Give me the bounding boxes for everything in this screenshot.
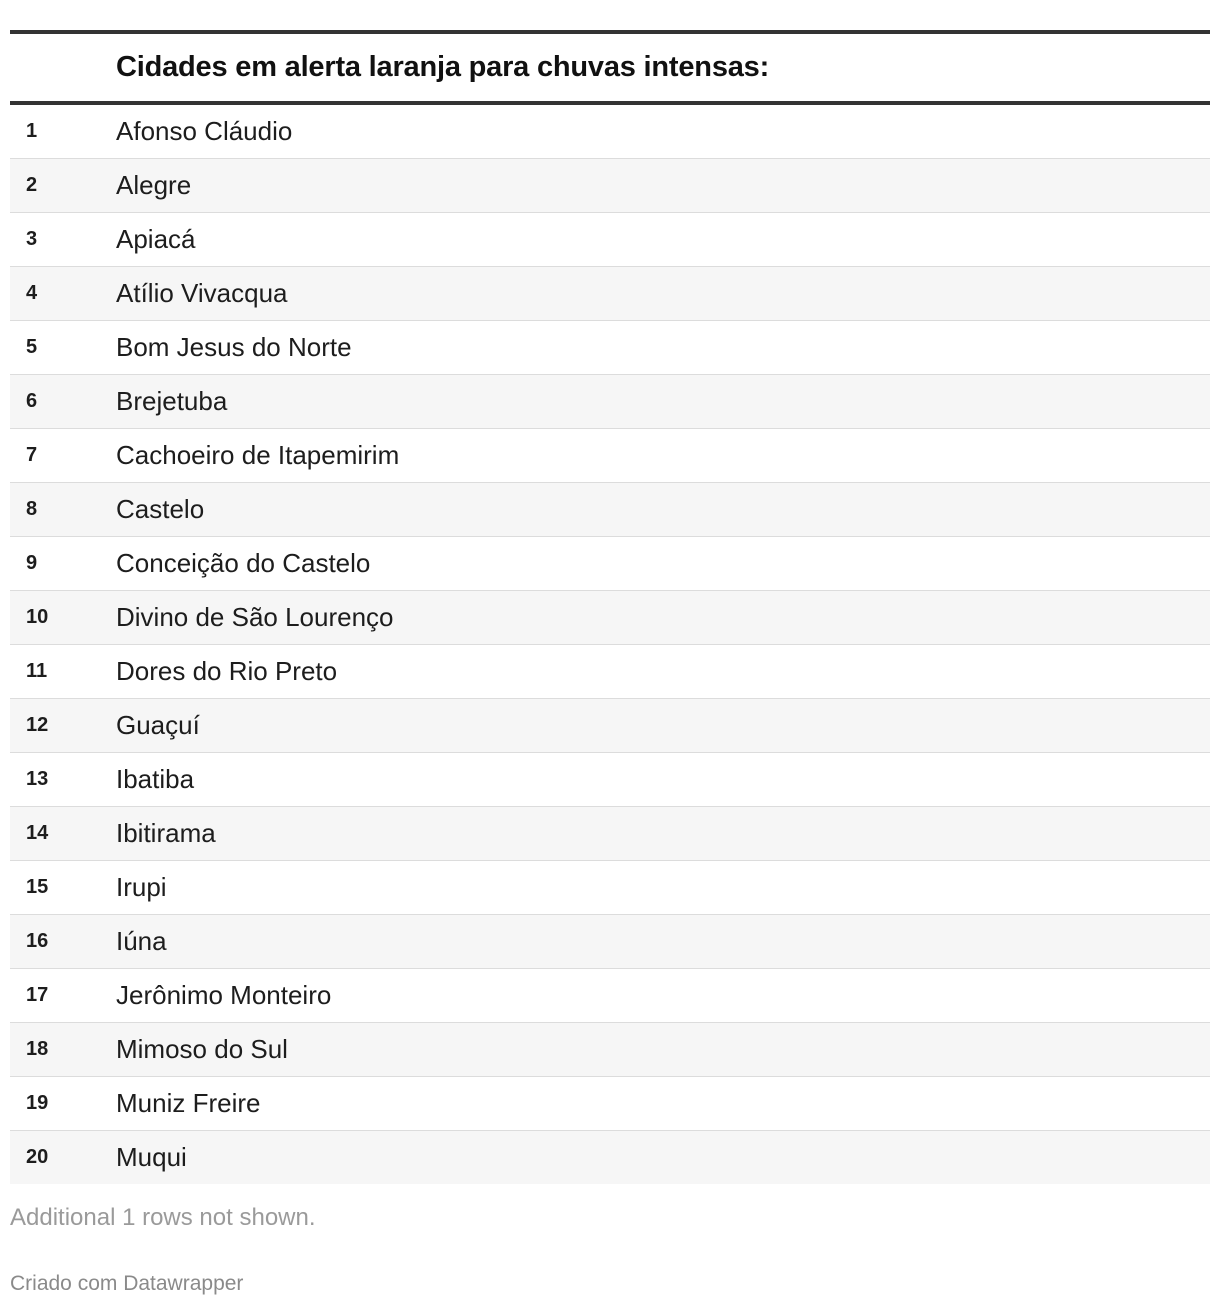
city-name: Afonso Cláudio <box>116 116 293 146</box>
table-row <box>10 861 1210 915</box>
city-name: Dores do Rio Preto <box>116 656 338 686</box>
row-number: 15 <box>26 876 49 898</box>
city-name: Guaçuí <box>116 710 200 740</box>
row-number: 13 <box>26 768 49 790</box>
table-row <box>10 483 1210 537</box>
city-name: Divino de São Lourenço <box>116 602 394 632</box>
table-header <box>10 34 1210 105</box>
row-number: 3 <box>26 228 38 250</box>
table-row <box>10 1077 1210 1131</box>
table-row <box>10 213 1210 267</box>
city-name: Bom Jesus do Norte <box>116 332 352 362</box>
table-row <box>10 915 1210 969</box>
city-name: Muniz Freire <box>116 1088 261 1118</box>
table-row <box>10 645 1210 699</box>
city-name: Brejetuba <box>116 386 228 416</box>
table-header-title: Cidades em alerta laranja para chuvas intensas: <box>116 51 770 83</box>
rows-not-shown-note: Additional 1 rows not shown. <box>10 1204 316 1231</box>
table-row <box>10 1023 1210 1077</box>
cities-table <box>10 30 1210 1184</box>
city-name: Mimoso do Sul <box>116 1034 288 1064</box>
row-number: 17 <box>26 984 49 1006</box>
city-name: Iúna <box>116 926 167 956</box>
row-number: 12 <box>26 714 49 736</box>
table-row <box>10 753 1210 807</box>
row-number: 20 <box>26 1146 49 1168</box>
row-number: 1 <box>26 120 38 142</box>
table-row <box>10 807 1210 861</box>
table-row <box>10 159 1210 213</box>
city-name: Conceição do Castelo <box>116 548 371 578</box>
row-number: 4 <box>26 282 38 304</box>
row-number: 11 <box>26 660 48 682</box>
table-row <box>10 321 1210 375</box>
city-name: Ibitirama <box>116 818 216 848</box>
row-number: 2 <box>26 174 38 196</box>
city-name: Ibatiba <box>116 764 195 794</box>
city-name: Irupi <box>116 872 167 902</box>
row-number: 14 <box>26 822 49 844</box>
table-row <box>10 105 1210 159</box>
table-row <box>10 375 1210 429</box>
table-row <box>10 537 1210 591</box>
table-row <box>10 699 1210 753</box>
row-number: 18 <box>26 1038 49 1060</box>
row-number: 5 <box>26 336 38 358</box>
table-body <box>10 105 1210 1184</box>
city-name: Cachoeiro de Itapemirim <box>116 440 400 470</box>
city-name: Jerônimo Monteiro <box>116 980 332 1010</box>
row-number: 6 <box>26 390 38 412</box>
row-number: 10 <box>26 606 49 628</box>
row-number: 16 <box>26 930 49 952</box>
datawrapper-credit: Criado com Datawrapper <box>10 1272 244 1295</box>
table-row <box>10 267 1210 321</box>
row-number: 9 <box>26 552 38 574</box>
city-name: Muqui <box>116 1142 187 1172</box>
table-row <box>10 1131 1210 1184</box>
table-row <box>10 591 1210 645</box>
table-row <box>10 969 1210 1023</box>
city-name: Apiacá <box>116 224 196 254</box>
city-name: Atílio Vivacqua <box>116 278 288 308</box>
city-name: Alegre <box>116 170 192 200</box>
row-number: 19 <box>26 1092 49 1114</box>
table-row <box>10 429 1210 483</box>
row-number: 8 <box>26 498 38 520</box>
city-name: Castelo <box>116 494 205 524</box>
row-number: 7 <box>26 444 38 466</box>
datawrapper-table-widget <box>10 0 1210 1296</box>
